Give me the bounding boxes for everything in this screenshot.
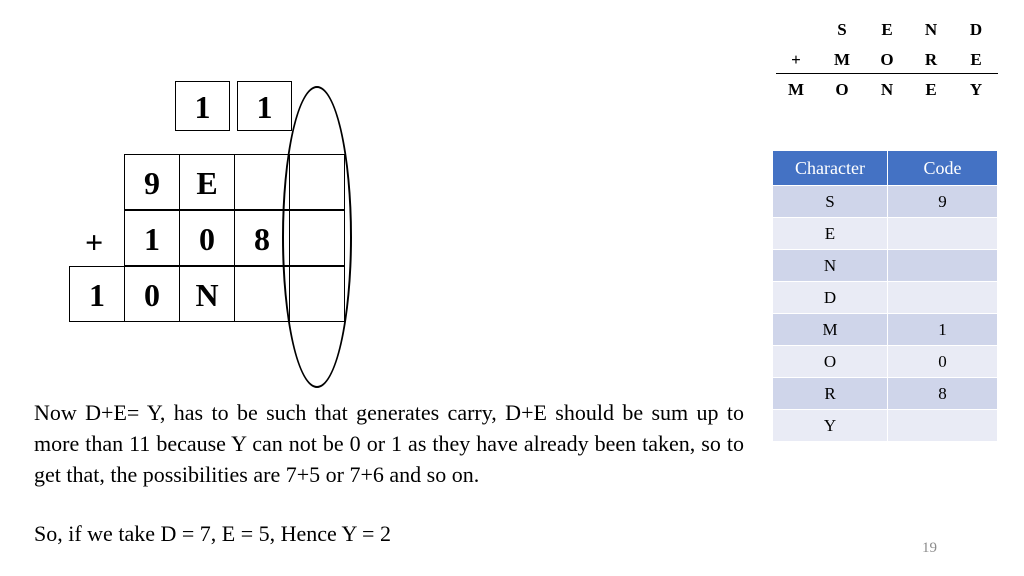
grid-cell: 8 (234, 210, 290, 266)
table-row (773, 282, 998, 314)
puzzle-sum-line (776, 73, 998, 74)
character-cell: Y (773, 410, 888, 442)
character-cell: O (773, 346, 888, 378)
grid-cell: E (179, 154, 235, 210)
puzzle-row-send (776, 16, 998, 46)
character-cell: D (773, 282, 888, 314)
grid-cell: N (179, 266, 235, 322)
code-cell (888, 218, 998, 250)
table-row (773, 186, 998, 218)
table-row (773, 218, 998, 250)
grid-cell (234, 154, 290, 210)
puzzle-letter: E (881, 20, 893, 39)
table-row (773, 250, 998, 282)
grid-cell: 0 (124, 266, 180, 322)
plus-sign: + (85, 224, 104, 260)
puzzle-row-more (776, 46, 998, 76)
table-row (773, 314, 998, 346)
puzzle-letter: E (970, 50, 982, 69)
character-cell: M (773, 314, 888, 346)
puzzle-letter: S (837, 20, 847, 39)
puzzle-letter: Y (969, 80, 983, 99)
puzzle-letter: M (787, 80, 805, 99)
puzzle-letter: D (969, 20, 983, 39)
grid-cell: 1 (124, 210, 180, 266)
puzzle-letter: E (925, 80, 937, 99)
explanation-paragraph: Now D+E= Y, has to be such that generates carry, D+E should be sum up to more than 11 because Y can not be 0 or 1 as they have already been taken, so to get that, the possibilities are 7+5 or 7+6 and so on. (34, 400, 744, 487)
table-header-row (773, 151, 998, 186)
table-header: Character (773, 151, 888, 186)
character-cell: E (773, 218, 888, 250)
character-code-table (772, 150, 998, 442)
table-row (773, 378, 998, 410)
code-cell: 0 (888, 346, 998, 378)
puzzle-plus-sign: + (791, 50, 801, 69)
table-row (773, 410, 998, 442)
conclusion-text: So, if we take D = 7, E = 5, Hence Y = 2 (34, 521, 391, 546)
code-cell (888, 250, 998, 282)
grid-cell: 0 (179, 210, 235, 266)
page-number: 19 (922, 540, 937, 556)
code-cell: 8 (888, 378, 998, 410)
puzzle-letter: O (835, 80, 849, 99)
send-more-money-puzzle (776, 16, 998, 106)
puzzle-letter: M (833, 50, 851, 69)
table-row (773, 346, 998, 378)
carry-box: 1 (175, 81, 230, 131)
grid-cell (234, 266, 290, 322)
character-cell: S (773, 186, 888, 218)
carry-box: 1 (237, 81, 292, 131)
grid-cell: 1 (69, 266, 125, 322)
puzzle-letter: R (924, 50, 938, 69)
highlight-oval (282, 86, 352, 388)
code-cell: 1 (888, 314, 998, 346)
character-cell: N (773, 250, 888, 282)
puzzle-letter: N (880, 80, 894, 99)
grid-cell: 9 (124, 154, 180, 210)
code-cell (888, 410, 998, 442)
code-cell: 9 (888, 186, 998, 218)
table-header: Code (888, 151, 998, 186)
code-cell (888, 282, 998, 314)
character-cell: R (773, 378, 888, 410)
puzzle-row-money (776, 76, 998, 106)
puzzle-letter: O (880, 50, 894, 69)
puzzle-letter: N (924, 20, 938, 39)
